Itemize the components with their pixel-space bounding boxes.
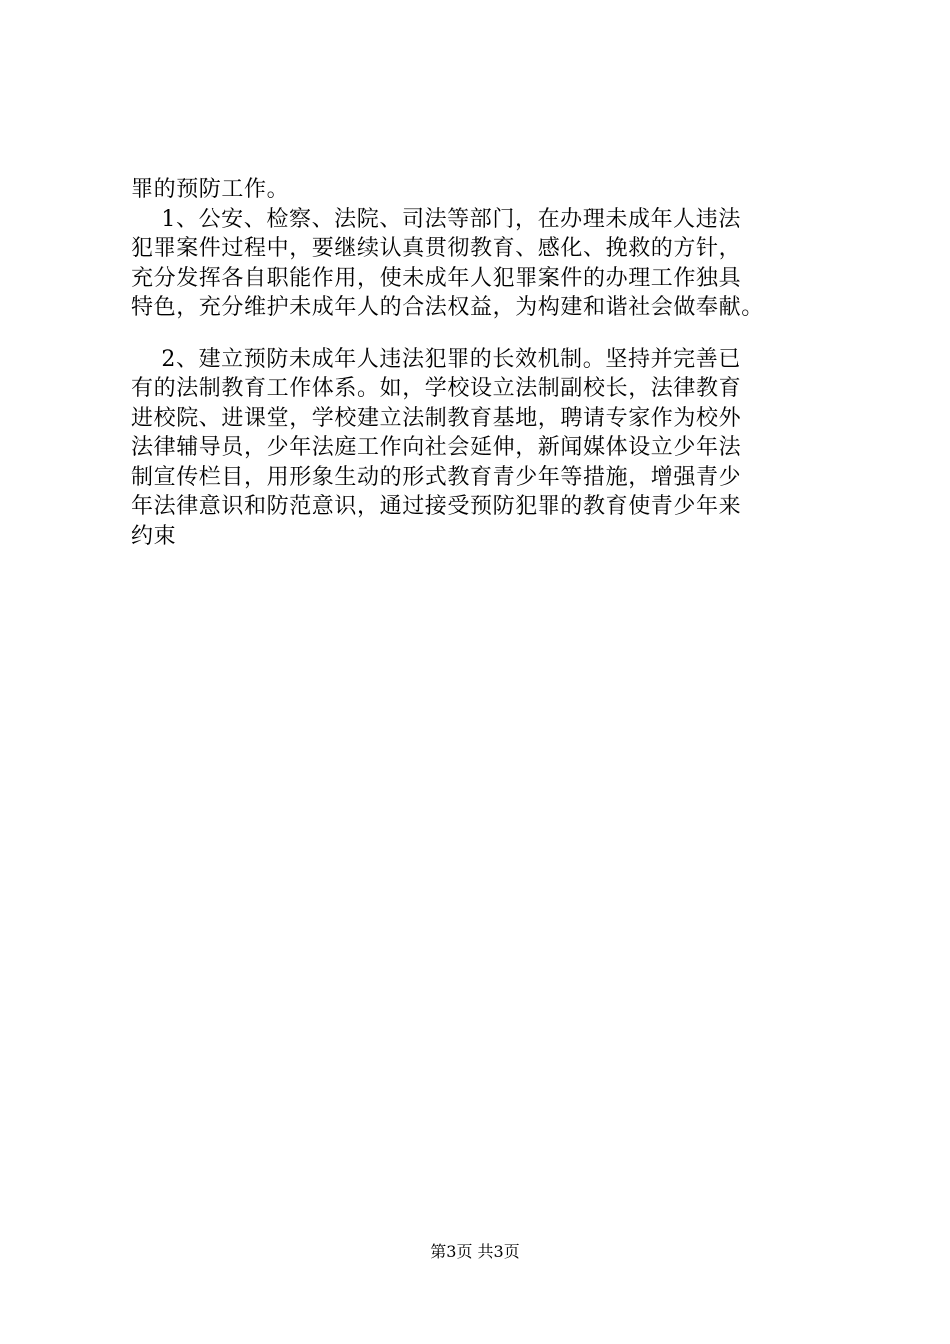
text-line: 罪的预防工作。 <box>131 177 290 202</box>
text-line: 制宣传栏目，用形象生动的形式教育青少年等措施，增强青少 <box>131 464 742 490</box>
document-body <box>131 175 831 551</box>
text-line: 法律辅导员，少年法庭工作向社会延伸，新闻媒体设立少年法 <box>131 435 742 460</box>
text-line: 年法律意识和防范意识，通过接受预防犯罪的教育使青少年来 <box>131 494 742 519</box>
text-line: 约束 <box>131 523 177 549</box>
paragraph-1 <box>131 205 831 323</box>
page-number: 第3页 共3页 <box>430 1242 520 1261</box>
text-line: 进校院、进课堂，学校建立法制教育基地，聘请专家作为校外 <box>131 405 742 431</box>
text-line: 1、公安、检察、法院、司法等部门，在办理未成年人违法 <box>131 206 741 232</box>
paragraph-2 <box>131 345 831 552</box>
paragraph-gap <box>131 323 831 345</box>
text-line: 犯罪案件过程中，要继续认真贯彻教育、感化、挽救的方针， <box>131 236 742 261</box>
text-line: 特色，充分维护未成年人的合法权益，为构建和谐社会做奉献。 <box>131 295 764 320</box>
text-line: 有的法制教育工作体系。如，学校设立法制副校长，法律教育 <box>131 376 742 401</box>
text-line: 2、建立预防未成年人违法犯罪的长效机制。坚持并完善已 <box>131 346 741 372</box>
text-line: 充分发挥各自职能作用，使未成年人犯罪案件的办理工作独具 <box>131 265 742 291</box>
page-footer <box>0 1242 950 1262</box>
